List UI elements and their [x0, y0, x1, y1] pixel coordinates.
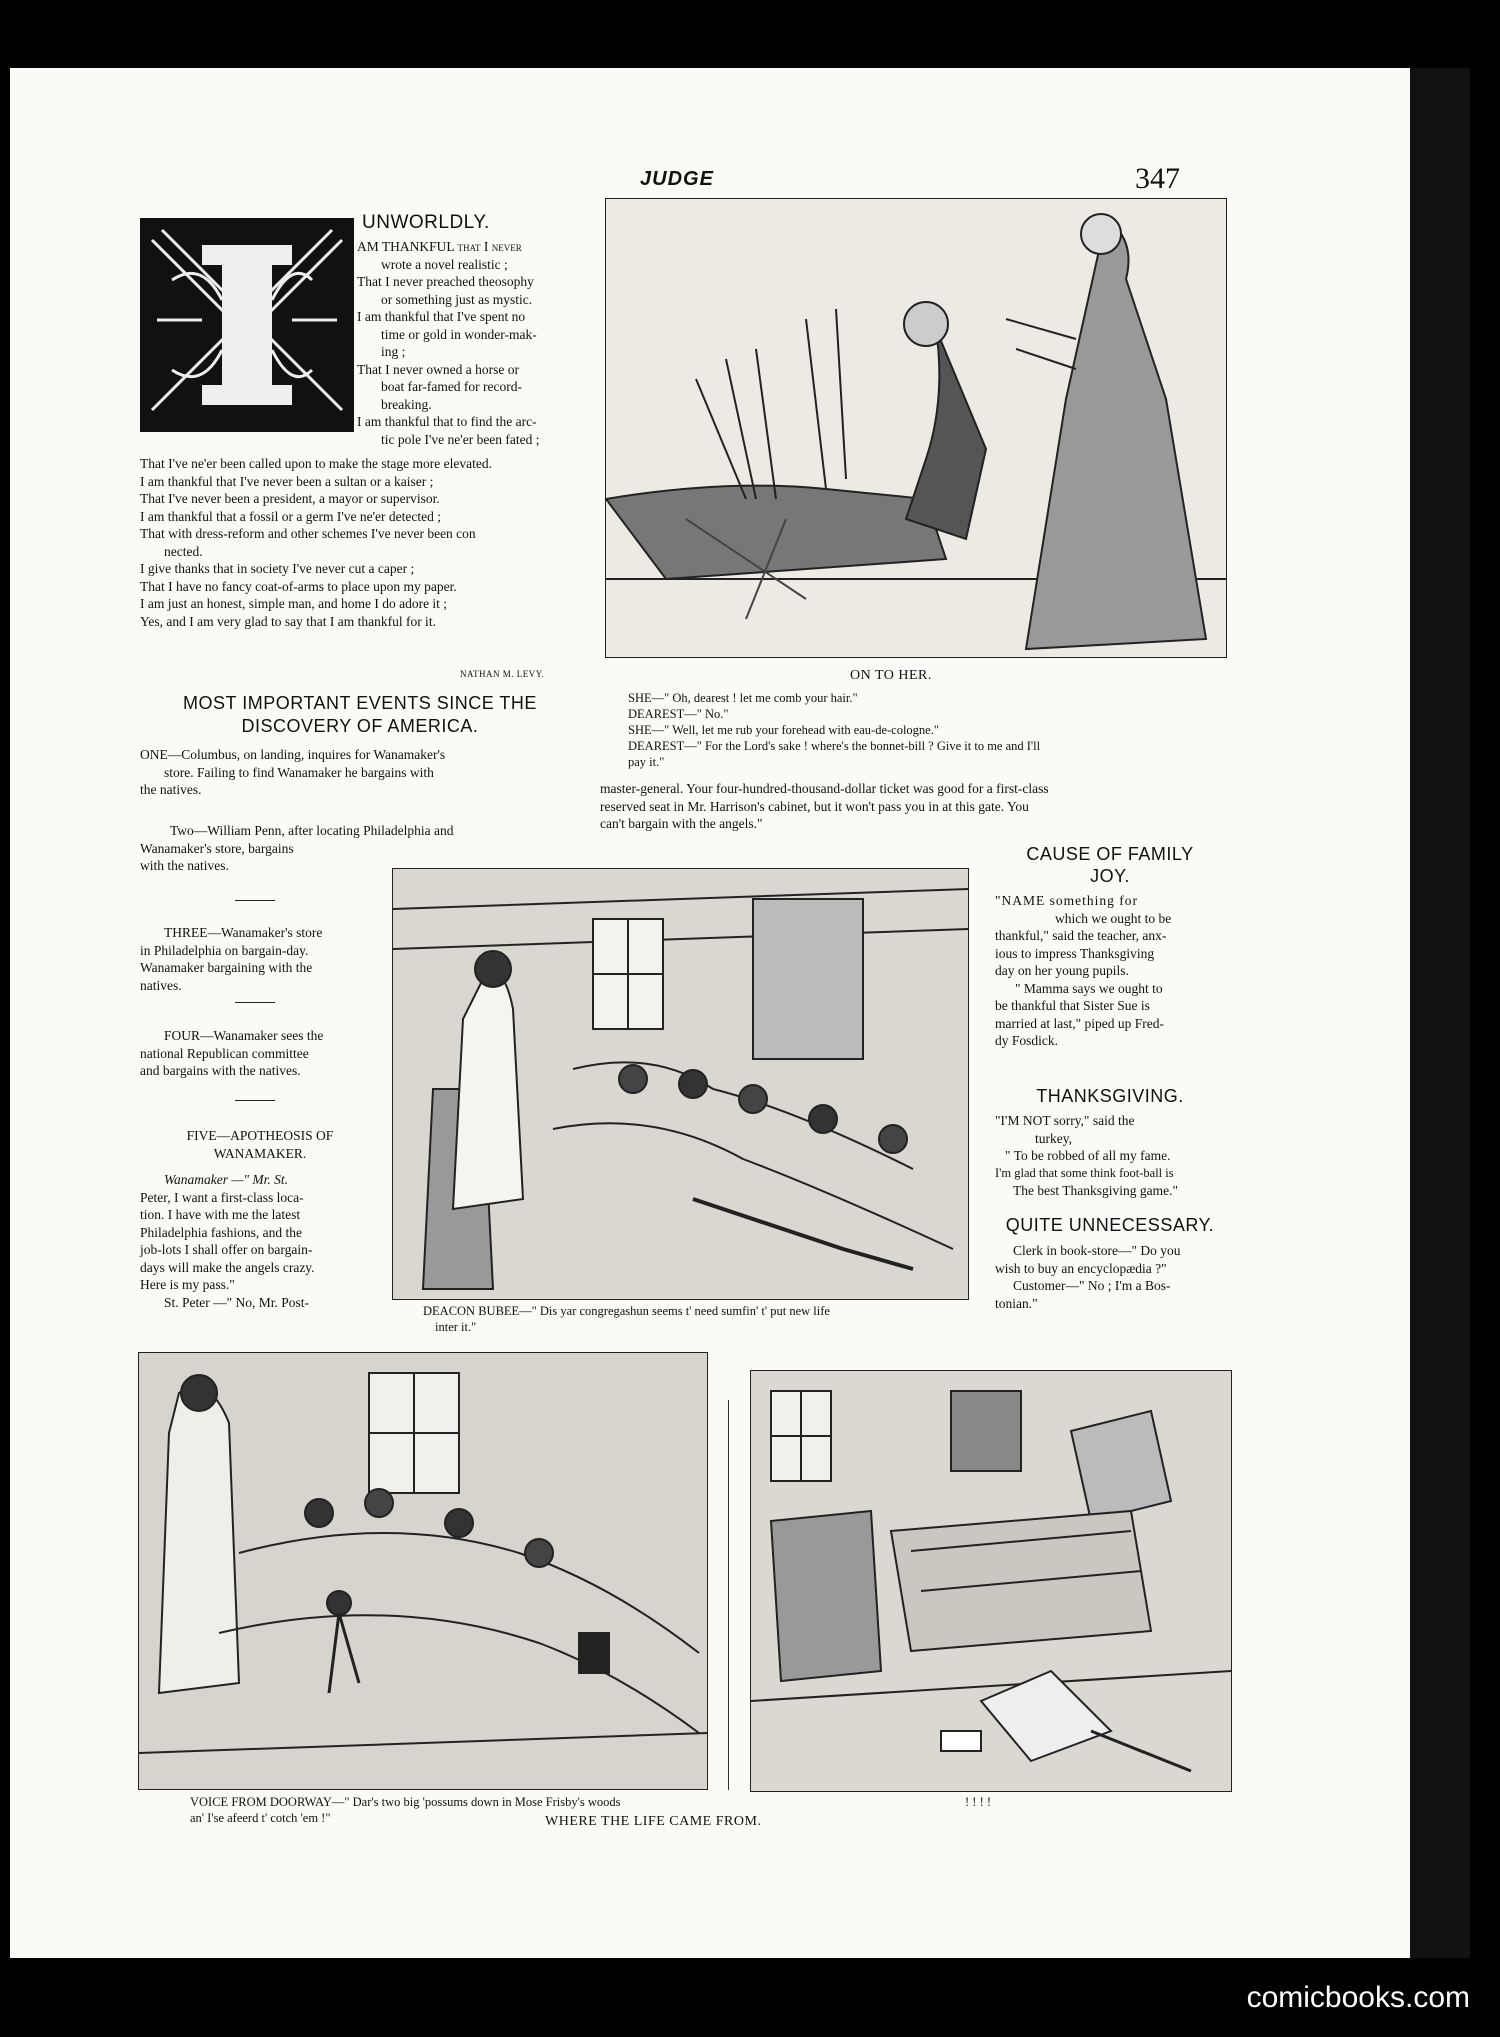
event-line: Here is my pass." — [140, 1277, 235, 1292]
poem-line: That I've never been a president, a mayor or supervisor. — [140, 491, 440, 506]
caption-line: VOICE FROM DOORWAY—" Dar's two big 'possums down in Mose Frisby's woods — [190, 1795, 621, 1809]
verse-line: I'm glad that some think foot-ball is — [995, 1165, 1174, 1180]
unworldly-title: UNWORLDLY. — [362, 212, 490, 233]
story-line: "NAME something for — [995, 893, 1138, 908]
unworldly-wide-lines — [140, 455, 600, 630]
poem-line: nected. — [164, 543, 203, 559]
page-number: 347 — [1135, 162, 1180, 195]
poem-line: Yes, and I am very glad to say that I am thankful for it. — [140, 613, 436, 629]
event-line: Wanamaker —" Mr. St. — [164, 1172, 289, 1187]
family-joy-title-line2: JOY. — [1090, 866, 1130, 886]
verse-line: turkey, — [1035, 1130, 1072, 1146]
unnecessary-text — [995, 1242, 1227, 1312]
event-line: Two—William Penn, after locating Philadelphia and — [170, 823, 454, 838]
event-line: ONE—Columbus, on landing, inquires for Wanamaker's — [140, 747, 446, 762]
thanksgiving-title: THANKSGIVING. — [1036, 1086, 1184, 1106]
story-line: " Mamma says we ought to — [1015, 980, 1163, 996]
story-line: thankful," said the teacher, anx- — [995, 928, 1167, 943]
unworldly-narrow-lines — [357, 238, 587, 448]
watermark: comicbooks.com — [1246, 1981, 1470, 2014]
event-line: national Republican committee — [140, 1045, 309, 1061]
event-two — [140, 822, 580, 875]
poem-line: ing ; — [381, 344, 406, 359]
event-title-line: FIVE—APOTHEOSIS OF — [186, 1128, 334, 1143]
story-line: Clerk in book-store—" Do you — [1013, 1243, 1181, 1258]
exclamation-caption: ! ! ! ! — [965, 1795, 992, 1809]
illustration-on-to-her — [605, 198, 1227, 658]
event-line: natives. — [140, 977, 182, 993]
illustration-empty-church — [750, 1370, 1232, 1792]
event-line: can't bargain with the angels." — [600, 816, 763, 831]
divider — [235, 1100, 275, 1101]
event-line: Wanamaker bargaining with the — [140, 960, 313, 975]
events-title-line1: MOST IMPORTANT EVENTS SINCE THE — [183, 693, 537, 713]
event-line: Philadelphia fashions, and the — [140, 1224, 302, 1240]
poem-author: NATHAN M. LEVY. — [460, 669, 545, 679]
poem-line: I am thankful that I've spent no — [357, 309, 526, 324]
caption-line: an' I'se afeerd t' cotch 'em !" — [190, 1811, 331, 1825]
unnecessary-title: QUITE UNNECESSARY. — [1005, 1215, 1215, 1235]
story-line: dy Fosdick. — [995, 1033, 1059, 1048]
event-title-line: WANAMAKER. — [213, 1145, 307, 1161]
poem-line: wrote a novel realistic ; — [381, 256, 508, 272]
illustration-voice-from-doorway — [138, 1352, 708, 1790]
poem-line: I am thankful that to find the arc- — [357, 414, 537, 429]
family-joy-title-line1: CAUSE OF FAMILY — [1026, 844, 1194, 864]
verse-line: " To be robbed of all my fame. — [1005, 1148, 1171, 1163]
poem-line: or something just as mystic. — [381, 291, 533, 307]
dialogue-line: DEAREST—" For the Lord's sake ! where's the bonnet-bill ? Give it to me and I'll — [628, 739, 1041, 753]
poem-line: That with dress-reform and other schemes I've never been con — [140, 526, 476, 541]
event-line: Peter, I want a first-class loca- — [140, 1189, 304, 1205]
event-line: tion. I have with me the latest — [140, 1207, 301, 1222]
story-line: tonian." — [995, 1295, 1038, 1311]
event-line: THREE—Wanamaker's store — [164, 925, 323, 940]
event-five-title — [140, 1127, 380, 1162]
poem-line: That I've ne'er been called upon to make the stage more elevated. — [140, 456, 492, 471]
poem-line: That I never owned a horse or — [357, 361, 519, 377]
panel-divider — [728, 1400, 729, 1790]
divider — [235, 900, 275, 901]
event-line: FOUR—Wanamaker sees the — [164, 1028, 324, 1043]
event-line: days will make the angels crazy. — [140, 1259, 315, 1275]
illustration-deacon-congregation — [392, 868, 969, 1300]
poem-line: AM THANKFUL that I never — [357, 239, 522, 254]
event-line: Wanamaker's store, bargains — [140, 840, 294, 856]
dialogue-line: DEAREST—" No." — [628, 707, 729, 721]
poem-line: I give thanks that in society I've never cut a caper ; — [140, 561, 415, 576]
event-five — [140, 1171, 380, 1311]
deacon-caption — [423, 1303, 983, 1335]
dialogue-line: SHE—" Oh, dearest ! let me comb your hair." — [628, 691, 858, 705]
event-five-continued — [600, 780, 1225, 833]
event-four — [140, 1027, 380, 1080]
magazine-title: JUDGE — [640, 168, 714, 190]
event-line: reserved seat in Mr. Harrison's cabinet, but it won't pass you in at this gate. You — [600, 798, 1029, 814]
story-line: day on her young pupils. — [995, 963, 1129, 978]
poem-line: That I never preached theosophy — [357, 274, 534, 289]
poem-line: time or gold in wonder-mak- — [381, 326, 537, 342]
caption-line: inter it." — [435, 1320, 477, 1334]
on-to-her-dialogue — [628, 690, 1228, 770]
story-line: be thankful that Sister Sue is — [995, 998, 1150, 1013]
dropcap-ornament — [140, 218, 354, 432]
poem-line: I am thankful that a fossil or a germ I've ne'er detected ; — [140, 508, 441, 524]
event-line: store. Failing to find Wanamaker he bargains with — [164, 764, 434, 780]
caption-line: DEACON BUBEE—" Dis yar congregashun seems t' need sumfin' t' put new life — [423, 1304, 830, 1318]
event-three — [140, 924, 380, 994]
dialogue-line: pay it." — [628, 755, 665, 769]
event-line: and bargains with the natives. — [140, 1063, 301, 1078]
event-line: job-lots I shall offer on bargain- — [140, 1242, 313, 1257]
poem-line: I am thankful that I've never been a sultan or a kaiser ; — [140, 473, 434, 489]
event-line: the natives. — [140, 782, 202, 797]
event-line: St. Peter —" No, Mr. Post- — [164, 1294, 310, 1310]
where-the-life-came-from-caption: WHERE THE LIFE CAME FROM. — [545, 1814, 762, 1829]
dialogue-line: SHE—" Well, let me rub your forehead with eau-de-cologne." — [628, 723, 939, 737]
story-line: which we ought to be — [1055, 910, 1172, 926]
thanksgiving-verse — [995, 1112, 1227, 1200]
on-to-her-title: ON TO HER. — [850, 668, 932, 683]
story-line: married at last," piped up Fred- — [995, 1015, 1164, 1031]
verse-line: "I'M NOT sorry," said the — [995, 1113, 1135, 1128]
divider — [235, 1002, 275, 1003]
poem-line: boat far-famed for record- — [381, 379, 523, 394]
verse-line: The best Thanksgiving game." — [1013, 1183, 1178, 1198]
event-line: master-general. Your four-hundred-thousand-dollar ticket was good for a first-class — [600, 781, 1049, 796]
page-edge-shadow — [1410, 68, 1470, 1958]
poem-line: That I have no fancy coat-of-arms to place upon my paper. — [140, 578, 457, 594]
events-title-line2: DISCOVERY OF AMERICA. — [241, 716, 479, 736]
poem-line: I am just an honest, simple man, and home I do adore it ; — [140, 596, 448, 611]
poem-line: breaking. — [381, 396, 432, 412]
event-line: with the natives. — [140, 858, 229, 873]
story-line: ious to impress Thanksgiving — [995, 945, 1155, 961]
story-line: Customer—" No ; I'm a Bos- — [1013, 1278, 1171, 1293]
family-joy-text — [995, 892, 1227, 1050]
event-one — [140, 746, 580, 799]
poem-line: tic pole I've ne'er been fated ; — [381, 431, 540, 447]
story-line: wish to buy an encyclopædia ?" — [995, 1260, 1167, 1276]
event-line: in Philadelphia on bargain-day. — [140, 942, 309, 958]
